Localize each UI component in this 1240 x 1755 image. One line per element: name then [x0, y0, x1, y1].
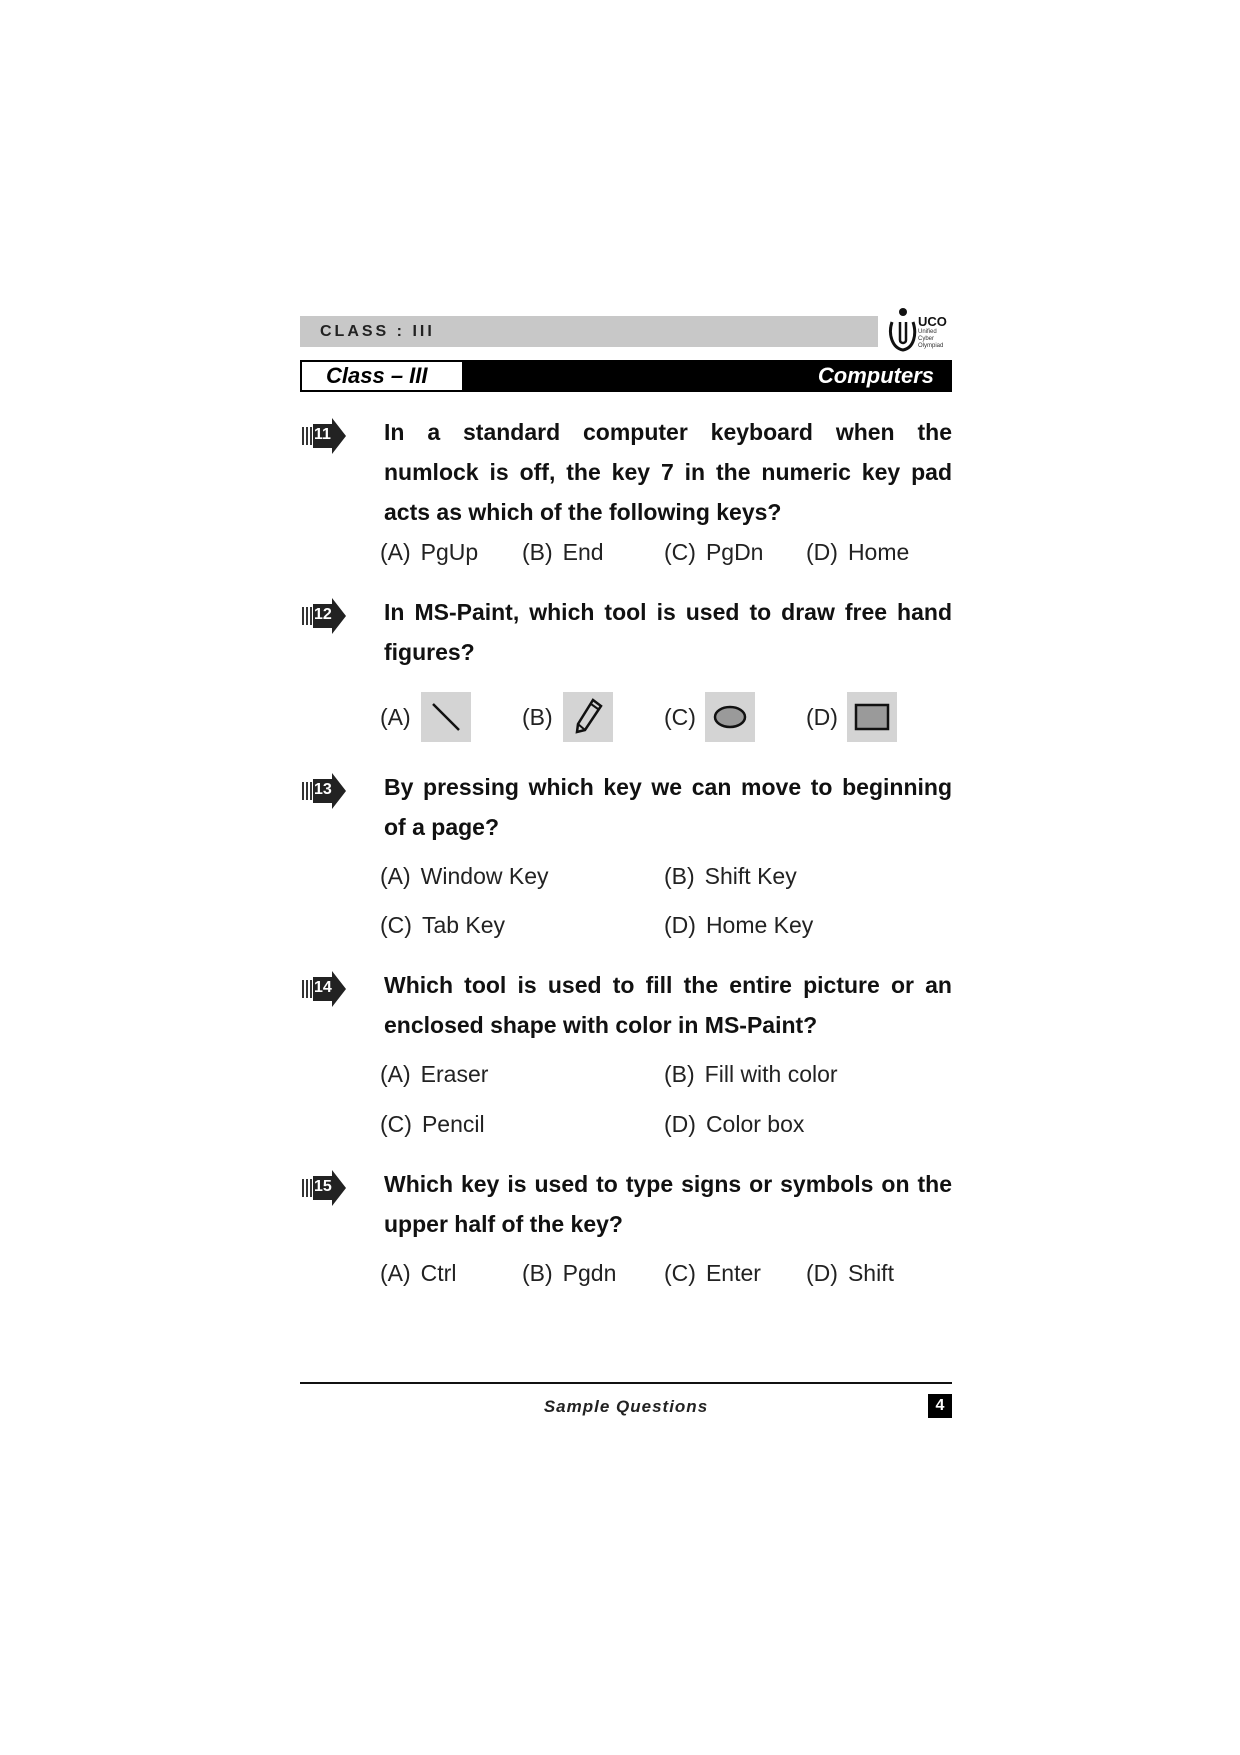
option-text: Home Key	[705, 912, 814, 938]
option-label: (A)	[380, 539, 411, 565]
option-c-label: (C)	[664, 704, 696, 730]
option-text: Pencil	[421, 1111, 485, 1137]
question-text: In a standard computer keyboard when the numlock is off, the key 7 in the numeric key pad acts as which of the following keys?	[384, 419, 952, 525]
option-text: Fill with color	[704, 1061, 838, 1087]
option-label: (B)	[522, 1260, 553, 1286]
option-c	[380, 1109, 485, 1139]
option-a	[380, 861, 549, 891]
option-b	[664, 1059, 838, 1089]
question-number-marker	[302, 596, 348, 636]
option-label: (D)	[664, 912, 696, 938]
class-title: Class – III	[302, 362, 462, 390]
option-c	[664, 537, 763, 567]
option-label: (A)	[380, 863, 411, 889]
page-number: 4	[928, 1394, 952, 1418]
class-label: CLASS : III	[320, 323, 435, 340]
option-text: Ctrl	[420, 1260, 457, 1286]
question-number: 13	[314, 781, 332, 798]
option-label: (C)	[380, 912, 412, 938]
question-number: 15	[314, 1178, 332, 1195]
footer-divider	[300, 1382, 952, 1384]
option-label: (A)	[380, 1061, 411, 1087]
subject-title: Computers	[817, 363, 934, 388]
option-text: Color box	[705, 1111, 805, 1137]
option-b	[664, 861, 797, 891]
ellipse-tool-icon	[705, 692, 755, 742]
option-d	[806, 537, 909, 567]
option-label: (B)	[664, 863, 695, 889]
option-text: PgDn	[705, 539, 764, 565]
option-label: (B)	[664, 1061, 695, 1087]
option-text: Home	[847, 539, 910, 565]
question-number-marker	[302, 969, 348, 1009]
option-text: Tab Key	[421, 912, 506, 938]
question-number: 11	[314, 426, 331, 443]
option-text: Window Key	[420, 863, 549, 889]
option-text: Pgdn	[562, 1260, 617, 1286]
option-text: End	[562, 539, 604, 565]
logo-name: UCO	[918, 314, 947, 329]
question-text: In MS-Paint, which tool is used to draw free hand figures?	[384, 599, 952, 665]
option-label: (D)	[806, 539, 838, 565]
option-d	[664, 910, 813, 940]
question-number-marker	[302, 771, 348, 811]
pencil-tool-icon	[563, 692, 613, 742]
option-c	[380, 910, 505, 940]
rectangle-tool-icon	[847, 692, 897, 742]
option-d	[806, 1258, 894, 1288]
option-label: (C)	[380, 1111, 412, 1137]
option-a-label: (A)	[380, 704, 411, 730]
option-a	[380, 537, 478, 567]
option-text: PgUp	[420, 539, 479, 565]
logo-subtitle: Unified Cyber Olympiad	[918, 329, 944, 349]
question-text: By pressing which key we can move to beginning of a page?	[384, 774, 952, 840]
question-text: Which tool is used to fill the entire picture or an enclosed shape with color in MS-Paint?	[384, 972, 952, 1038]
option-label: (D)	[664, 1111, 696, 1137]
option-a	[380, 1258, 456, 1288]
question-text: Which key is used to type signs or symbols on the upper half of the key?	[384, 1171, 952, 1237]
option-label: (C)	[664, 1260, 696, 1286]
option-label: (A)	[380, 1260, 411, 1286]
option-text: Shift Key	[704, 863, 797, 889]
question-number: 14	[314, 979, 332, 996]
uco-logo-icon	[886, 304, 920, 356]
option-b	[522, 537, 604, 567]
option-text: Eraser	[420, 1061, 489, 1087]
class-bar	[300, 316, 878, 347]
option-label: (C)	[664, 539, 696, 565]
option-text: Enter	[705, 1260, 761, 1286]
option-a	[380, 1059, 488, 1089]
option-b-label: (B)	[522, 704, 553, 730]
option-label: (D)	[806, 1260, 838, 1286]
question-number: 12	[314, 606, 332, 623]
uco-logo	[886, 304, 954, 356]
option-label: (B)	[522, 539, 553, 565]
line-tool-icon	[421, 692, 471, 742]
option-d-label: (D)	[806, 704, 838, 730]
option-d	[664, 1109, 804, 1139]
question-number-marker	[302, 416, 348, 456]
question-number-marker	[302, 1168, 348, 1208]
option-b	[522, 1258, 616, 1288]
title-bar	[300, 360, 952, 392]
footer-text: Sample Questions	[543, 1397, 709, 1416]
option-c	[664, 1258, 761, 1288]
option-text: Shift	[847, 1260, 894, 1286]
